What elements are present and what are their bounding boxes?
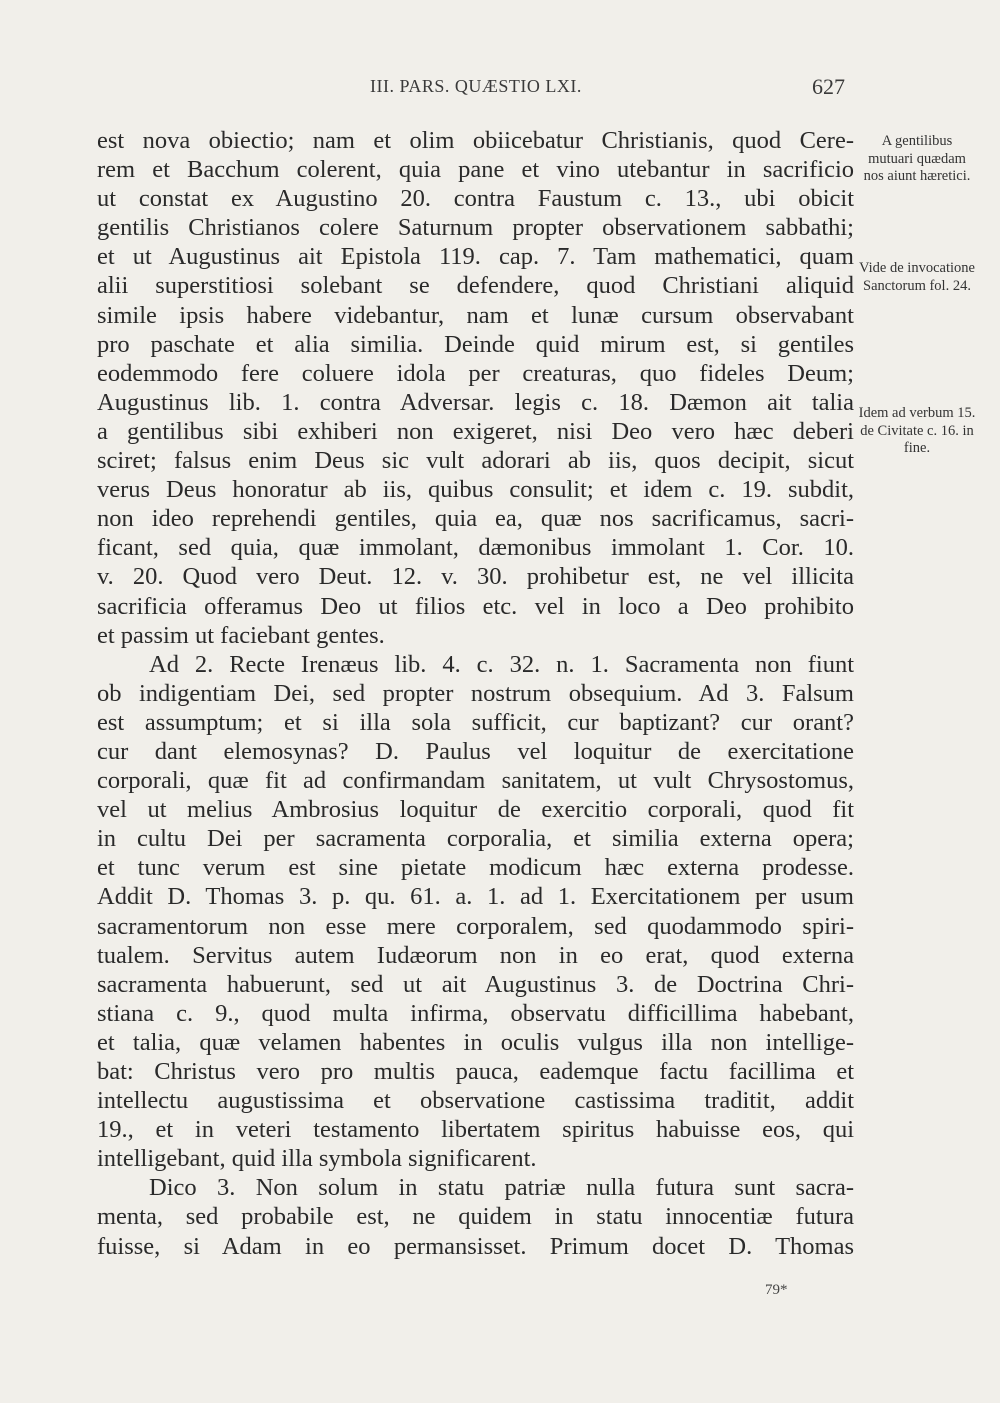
text-line: est nova obiectio; nam et olim obiicebatur Christianis, quod Cere- <box>97 127 854 154</box>
text-line: et ut Augustinus ait Epistola 119. cap. 7. Tam mathematici, quam <box>97 243 854 271</box>
text-line: sciret; falsus enim Deus sic vult adorari ab iis, quos decipit, sicut <box>97 447 854 475</box>
text-line: vel ut melius Ambrosius loquitur de exercitio corporali, quod fit <box>97 796 854 824</box>
text-line: pro paschate et alia similia. Deinde quid mirum est, si gentiles <box>97 330 854 358</box>
text-line: cur dant elemosynas? D. Paulus vel loquitur de exercitatione <box>97 737 854 765</box>
text-line: intellectu augustissima et observatione castissima traditit, addit <box>97 1087 854 1115</box>
text-line: et passim ut faciebant gentes. <box>97 621 385 649</box>
main-text-block <box>97 126 854 1261</box>
text-line: sacramenta habuerunt, sed ut ait Augustinus 3. de Doctrina Chri- <box>97 970 854 998</box>
text-line: intelligebant, quid illa symbola significarent. <box>97 1145 537 1173</box>
text-line: Dico 3. Non solum in statu patriæ nulla futura sunt sacra- <box>149 1174 854 1202</box>
text-line: eodemmodo fere coluere idola per creaturas, quo fideles Deum; <box>97 359 854 387</box>
text-line: Augustinus lib. 1. contra Adversar. legis c. 18. Dæmon ait talia <box>97 388 854 416</box>
text-line: est assumptum; et si illa sola sufficit, cur baptizant? cur orant? <box>97 708 854 736</box>
text-line: ob indigentiam Dei, sed propter nostrum obsequium. Ad 3. Falsum <box>97 679 854 707</box>
text-line: sacrificia offeramus Deo ut filios etc. vel in loco a Deo prohibito <box>97 592 854 620</box>
text-line: v. 20. Quod vero Deut. 12. v. 30. prohibetur est, ne vel illicita <box>97 563 854 591</box>
text-line: et tunc verum est sine pietate modicum hæc externa prodesse. <box>97 854 854 882</box>
text-line: sacramentorum non esse mere corporalem, sed quodammodo spiri- <box>97 912 854 940</box>
text-line: Ad 2. Recte Irenæus lib. 4. c. 32. n. 1. Sacramenta non fiunt <box>149 650 854 678</box>
text-line: ut constat ex Augustino 20. contra Faustum c. 13., ubi obicit <box>97 185 854 213</box>
text-line: non ideo reprehendi gentiles, quia ea, quæ nos sacrificamus, sacri- <box>97 505 854 533</box>
text-line: rem et Bacchum colerent, quia pane et vino utebantur in sacrificio <box>97 156 854 184</box>
text-line: menta, sed probabile est, ne quidem in statu innocentiæ futura <box>97 1203 854 1231</box>
text-line: corporali, quæ fit ad confirmandam sanitatem, ut vult Chrysostomus, <box>97 767 854 795</box>
text-line: ficant, sed quia, quæ immolant, dæmonibus immolant 1. Cor. 10. <box>97 534 854 562</box>
text-line: verus Deus honoratur ab iis, quibus consulit; et idem c. 19. subdit, <box>97 476 854 504</box>
text-line: a gentilibus sibi exhiberi non exigeret, nisi Deo vero hæc deberi <box>97 417 854 445</box>
running-head: III. PARS. QUÆSTIO LXI. <box>370 76 582 96</box>
text-line: tualem. Servitus autem Iudæorum non in eo erat, quod externa <box>97 941 854 969</box>
text-line: et talia, quæ velamen habentes in oculis vulgus illa non intellige- <box>97 1028 854 1056</box>
text-line: bat: Christus vero pro multis pauca, eademque factu facillima et <box>97 1058 854 1085</box>
margin-note: Idem ad verbum 15. de Civitate c. 16. in fine. <box>858 405 976 456</box>
margin-note: Vide de invocatione Sanctorum fol. 24. <box>859 260 975 294</box>
text-line: simile ipsis habere videbantur, nam et lunæ cursum observabant <box>97 301 854 329</box>
text-line: in cultu Dei per sacramenta corporalia, et similia externa opera; <box>97 825 854 853</box>
text-line: 19., et in veteri testamento libertatem spiritus habuisse eos, qui <box>97 1116 854 1144</box>
signature-mark: 79* <box>765 1282 788 1298</box>
text-line: fuisse, si Adam in eo permansisset. Primum docet D. Thomas <box>97 1232 854 1260</box>
page-number: 627 <box>812 74 845 99</box>
text-line: stiana c. 9., quod multa infirma, observatu difficillima habebant, <box>97 999 854 1027</box>
text-line: Addit D. Thomas 3. p. qu. 61. a. 1. ad 1. Exercitationem per usum <box>97 883 854 911</box>
margin-note: A gentilibus mutuari quædam nos aiunt hæretici. <box>863 133 971 184</box>
text-line: alii superstitiosi solebant se defendere, quod Christiani aliquid <box>97 272 854 300</box>
text-line: gentilis Christianos colere Saturnum propter observationem sabbathi; <box>97 214 854 242</box>
